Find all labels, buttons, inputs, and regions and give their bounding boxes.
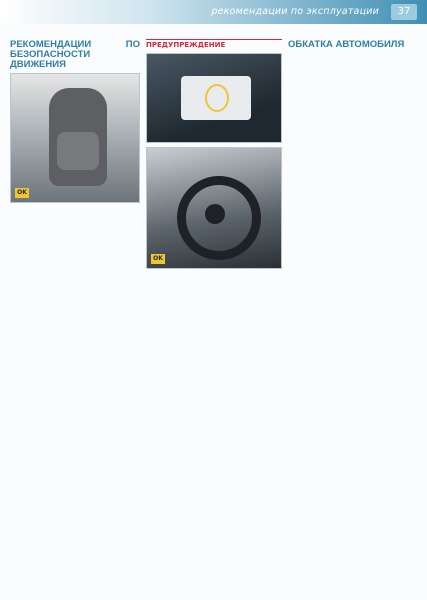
- steering-wheel-photo: [146, 147, 282, 269]
- column-right: [288, 36, 420, 53]
- child-seat-cushion: [57, 132, 99, 170]
- header-title: рекомендации по эксплуатации: [211, 6, 379, 17]
- ok-badge-icon: OK: [15, 188, 29, 198]
- steering-hub: [205, 204, 225, 224]
- column-left: [10, 36, 140, 206]
- child-seat-photo: [10, 73, 140, 203]
- airbag-icon: [205, 84, 229, 112]
- page-number: 37: [391, 4, 417, 20]
- header-bar: [0, 0, 427, 24]
- airbag-switch-photo: [146, 53, 282, 143]
- column-middle: [146, 36, 282, 272]
- section-heading-break-in: ОБКАТКА АВТОМОБИЛЯ: [288, 39, 405, 50]
- ok-badge-icon: OK: [151, 254, 165, 264]
- section-heading-safety: РЕКОМЕНДАЦИИ ПО БЕЗОПАСНОСТИ ДВИЖЕНИЯ: [10, 39, 140, 70]
- warning-heading: ПРЕДУПРЕЖДЕНИЕ: [146, 39, 282, 50]
